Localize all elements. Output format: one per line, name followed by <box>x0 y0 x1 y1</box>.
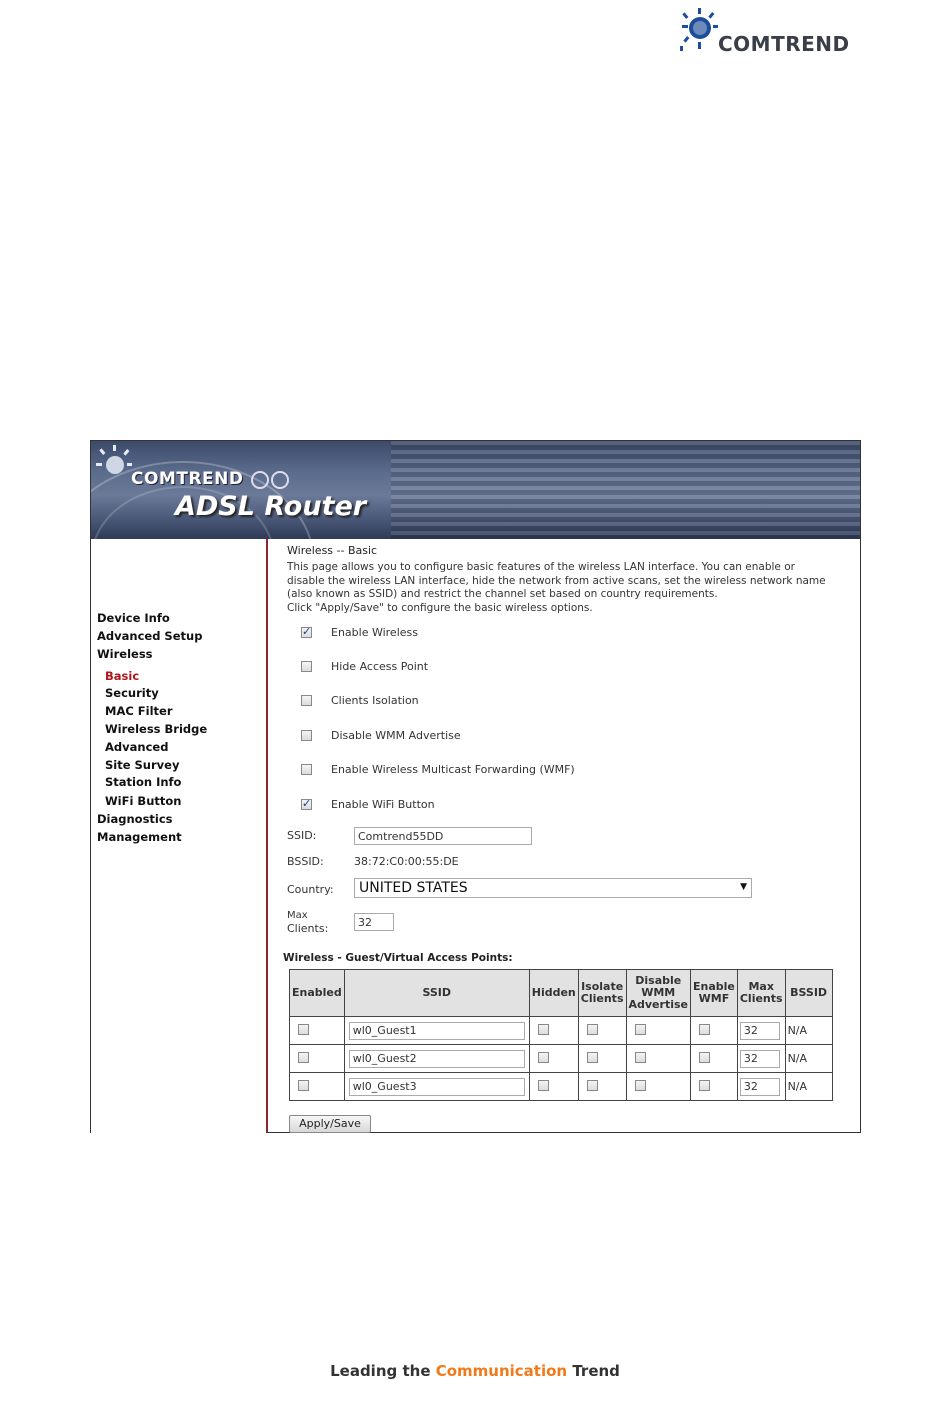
main-content <box>271 441 860 1133</box>
sidebar <box>91 539 268 1133</box>
guest2-ssid-input[interactable] <box>349 1050 525 1068</box>
guest1-isolate-checkbox[interactable] <box>587 1024 598 1035</box>
brand-text: COMTREND <box>718 32 850 56</box>
hide-access-point-label: Hide Access Point <box>331 660 429 673</box>
table-row <box>290 1045 833 1073</box>
col-ssid: SSID <box>344 970 529 1017</box>
col-enable-wmf <box>690 970 737 1017</box>
col-wmm-line1: Disable <box>635 974 682 987</box>
max-clients-label-line1: Max <box>287 910 308 921</box>
guest3-ssid-input[interactable] <box>349 1078 525 1096</box>
col-wmf-line2: WMF <box>698 992 730 1005</box>
enable-wireless-checkbox[interactable] <box>301 627 312 638</box>
guest3-wmm-checkbox[interactable] <box>635 1080 646 1091</box>
disable-wmm-label: Disable WMM Advertise <box>331 729 461 742</box>
max-clients-input[interactable] <box>354 913 394 931</box>
apply-save-button[interactable]: Apply/Save <box>289 1115 371 1133</box>
col-max-line2: Clients <box>739 992 783 1005</box>
nav-wireless[interactable]: Wireless <box>97 647 153 661</box>
col-max-line1: Max <box>748 980 774 993</box>
guest2-wmf-checkbox[interactable] <box>699 1052 710 1063</box>
col-max-clients <box>737 970 785 1017</box>
sunburst-icon <box>672 6 718 56</box>
col-isolate-line1: Isolate <box>581 980 624 993</box>
nav-wireless-advanced[interactable]: Advanced <box>105 740 169 754</box>
guest1-wmf-checkbox[interactable] <box>699 1024 710 1035</box>
nav-management[interactable]: Management <box>97 830 182 844</box>
banner-title: ADSL Router <box>175 491 367 522</box>
nav-wireless-basic[interactable]: Basic <box>105 669 140 683</box>
guest1-enabled-checkbox[interactable] <box>298 1024 309 1035</box>
guest3-hidden-checkbox[interactable] <box>538 1080 549 1091</box>
guest3-max-input[interactable] <box>740 1078 780 1096</box>
enable-wifi-button-checkbox[interactable] <box>301 799 312 810</box>
col-disable-wmm <box>626 970 690 1017</box>
disable-wmm-checkbox[interactable] <box>301 730 312 741</box>
enable-wifi-button-label: Enable WiFi Button <box>331 798 435 811</box>
guest1-bssid: N/A <box>785 1017 832 1045</box>
clients-isolation-label: Clients Isolation <box>331 694 419 707</box>
page-title: Wireless -- Basic <box>287 544 378 557</box>
table-header-row <box>290 970 833 1017</box>
col-isolate-clients <box>578 970 626 1017</box>
footer-tagline <box>0 1362 950 1380</box>
comtrend-logo <box>672 6 862 56</box>
guest3-isolate-checkbox[interactable] <box>587 1080 598 1091</box>
table-row <box>290 1073 833 1101</box>
guest2-wmm-checkbox[interactable] <box>635 1052 646 1063</box>
col-wmm-line2: WMM <box>641 986 676 999</box>
nav-wireless-site-survey[interactable]: Site Survey <box>105 758 180 772</box>
col-bssid: BSSID <box>785 970 832 1017</box>
max-clients-label <box>287 909 328 936</box>
guest2-hidden-checkbox[interactable] <box>538 1052 549 1063</box>
guest-ap-title: Wireless - Guest/Virtual Access Points: <box>283 952 513 964</box>
max-clients-label-line2: Clients: <box>287 922 329 935</box>
nav-wireless-wifi-button[interactable]: WiFi Button <box>105 794 182 808</box>
banner-logo-icon <box>93 443 133 483</box>
guest2-bssid: N/A <box>785 1045 832 1073</box>
nav-device-info[interactable]: Device Info <box>97 611 170 625</box>
ssid-label: SSID: <box>287 829 317 842</box>
guest2-enabled-checkbox[interactable] <box>298 1052 309 1063</box>
guest3-enabled-checkbox[interactable] <box>298 1080 309 1091</box>
page-description-apply: Click "Apply/Save" to configure the basic wireless options. <box>287 601 593 614</box>
nav-wireless-mac-filter[interactable]: MAC Filter <box>105 704 173 718</box>
bssid-value: 38:72:C0:00:55:DE <box>354 855 459 868</box>
nav-advanced-setup[interactable]: Advanced Setup <box>97 629 203 643</box>
page-description <box>287 561 827 615</box>
bssid-label: BSSID: <box>287 855 324 868</box>
country-select-value: UNITED STATES <box>359 880 468 896</box>
footer-part2: Communication <box>435 1362 568 1380</box>
col-enabled: Enabled <box>290 970 345 1017</box>
nav-wireless-station-info[interactable]: Station Info <box>105 775 182 789</box>
col-wmf-line1: Enable <box>692 980 735 993</box>
guest2-max-input[interactable] <box>740 1050 780 1068</box>
guest1-wmm-checkbox[interactable] <box>635 1024 646 1035</box>
hide-access-point-checkbox[interactable] <box>301 661 312 672</box>
enable-wmf-checkbox[interactable] <box>301 764 312 775</box>
enable-wireless-label: Enable Wireless <box>331 626 418 639</box>
guest1-max-input[interactable] <box>740 1022 780 1040</box>
guest1-hidden-checkbox[interactable] <box>538 1024 549 1035</box>
banner-brand: COMTREND <box>131 469 244 489</box>
guest-ap-table <box>289 969 833 1101</box>
country-select[interactable] <box>354 878 752 898</box>
nav-diagnostics[interactable]: Diagnostics <box>97 812 173 826</box>
chevron-down-icon: ▼ <box>740 882 747 892</box>
ssid-input[interactable] <box>354 827 532 845</box>
col-hidden: Hidden <box>529 970 578 1017</box>
footer-part1: Leading the <box>330 1362 436 1380</box>
col-wmm-line3: Advertise <box>628 998 688 1011</box>
nav-wireless-bridge[interactable]: Wireless Bridge <box>105 722 208 736</box>
clients-isolation-checkbox[interactable] <box>301 695 312 706</box>
guest1-ssid-input[interactable] <box>349 1022 525 1040</box>
enable-wmf-label: Enable Wireless Multicast Forwarding (WMF) <box>331 763 575 776</box>
col-isolate-line2: Clients <box>580 992 624 1005</box>
guest3-wmf-checkbox[interactable] <box>699 1080 710 1091</box>
footer-part3: Trend <box>567 1362 620 1380</box>
guest3-bssid: N/A <box>785 1073 832 1101</box>
page-description-text: This page allows you to configure basic features of the wireless LAN interface. You can enable or disable the wireless LAN interface, hide the network from active scans, set the wireless network name (also known as SSID) and restrict the channel set based on country requirements. <box>287 561 826 600</box>
nav-wireless-security[interactable]: Security <box>105 686 159 700</box>
country-label: Country: <box>287 883 334 896</box>
guest2-isolate-checkbox[interactable] <box>587 1052 598 1063</box>
router-ui-frame <box>90 440 861 1133</box>
table-row <box>290 1017 833 1045</box>
